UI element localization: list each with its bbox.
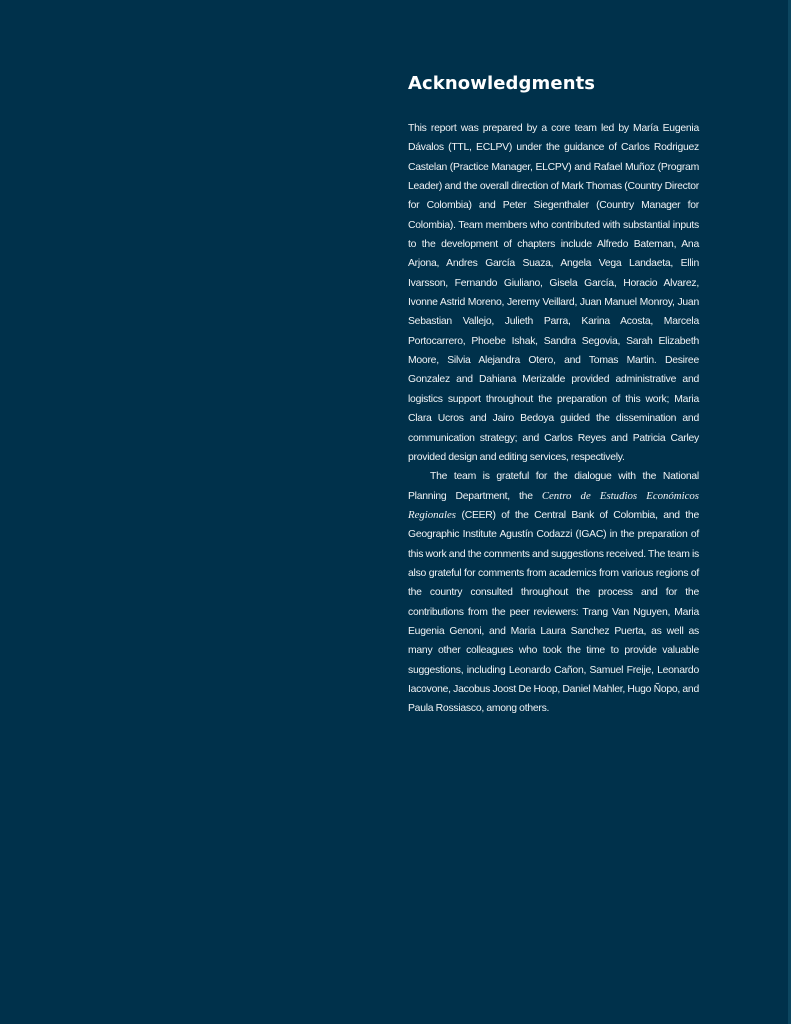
- body-text: [408, 119, 699, 719]
- paragraph-1: This report was prepared by a core team led by María Eugenia Dávalos (TTL, ECLPV) under the guidance of Carlos Rodriguez Castelan (Practice Manager, ELCPV) and Rafael Muñoz (Program Leader) and the overall direction of Mark Thomas (Country Director for Colombia) and Peter Siegenthaler (Country Manager for Colombia). Team members who contributed with substantial inputs to the development of chapters include Alfredo Bateman, Ana Arjona, Andres García Suaza, Angela Vega Landaeta, Ellin Ivarsson, Fernando Giuliano, Gisela García, Horacio Alvarez, Ivonne Astrid Moreno, Jeremy Veillard, Juan Manuel Monroy, Juan Sebastian Vallejo, Julieth Parra, Karina Acosta, Marcela Portocarrero, Phoebe Ishak, Sandra Segovia, Sarah Elizabeth Moore, Silvia Alejandra Otero, and Tomas Martin. Desiree Gonzalez and Dahiana Merizalde provided administrative and logistics support throughout the preparation of this work; Maria Clara Ucros and Jairo Bedoya guided the dissemination and communication strategy; and Carlos Reyes and Patricia Carley provided design and editing services, respectively.: [408, 123, 699, 463]
- paragraph-2-italic-name: Centro de Estudios Económicos Regionales: [408, 489, 699, 521]
- page-title: Acknowledgments: [408, 73, 596, 94]
- paragraph-2: [408, 467, 699, 718]
- paragraph-2-text-start: The team is grateful for the dialogue with the National Planning Department, the: [408, 471, 699, 502]
- acknowledgments-section: [408, 72, 699, 719]
- paragraph-2-text-end: (CEER) of the Central Bank of Colombia, and the Geographic Institute Agustín Codazzi (IGAC) in the preparation of this work and the comments and suggestions received. The team is also grateful for comments from academics from various regions of the country consulted throughout the process and for the contributions from the peer reviewers: Trang Van Nguyen, Maria Eugenia Genoni, and Maria Laura Sanchez Puerta, as well as many other colleagues who took the time to provide valuable suggestions, including Leonardo Cañon, Samuel Freije, Leonardo Iacovone, Jacobus Joost De Hoop, Daniel Mahler, Hugo Ñopo, and Paula Rossiasco, among others.: [408, 509, 699, 715]
